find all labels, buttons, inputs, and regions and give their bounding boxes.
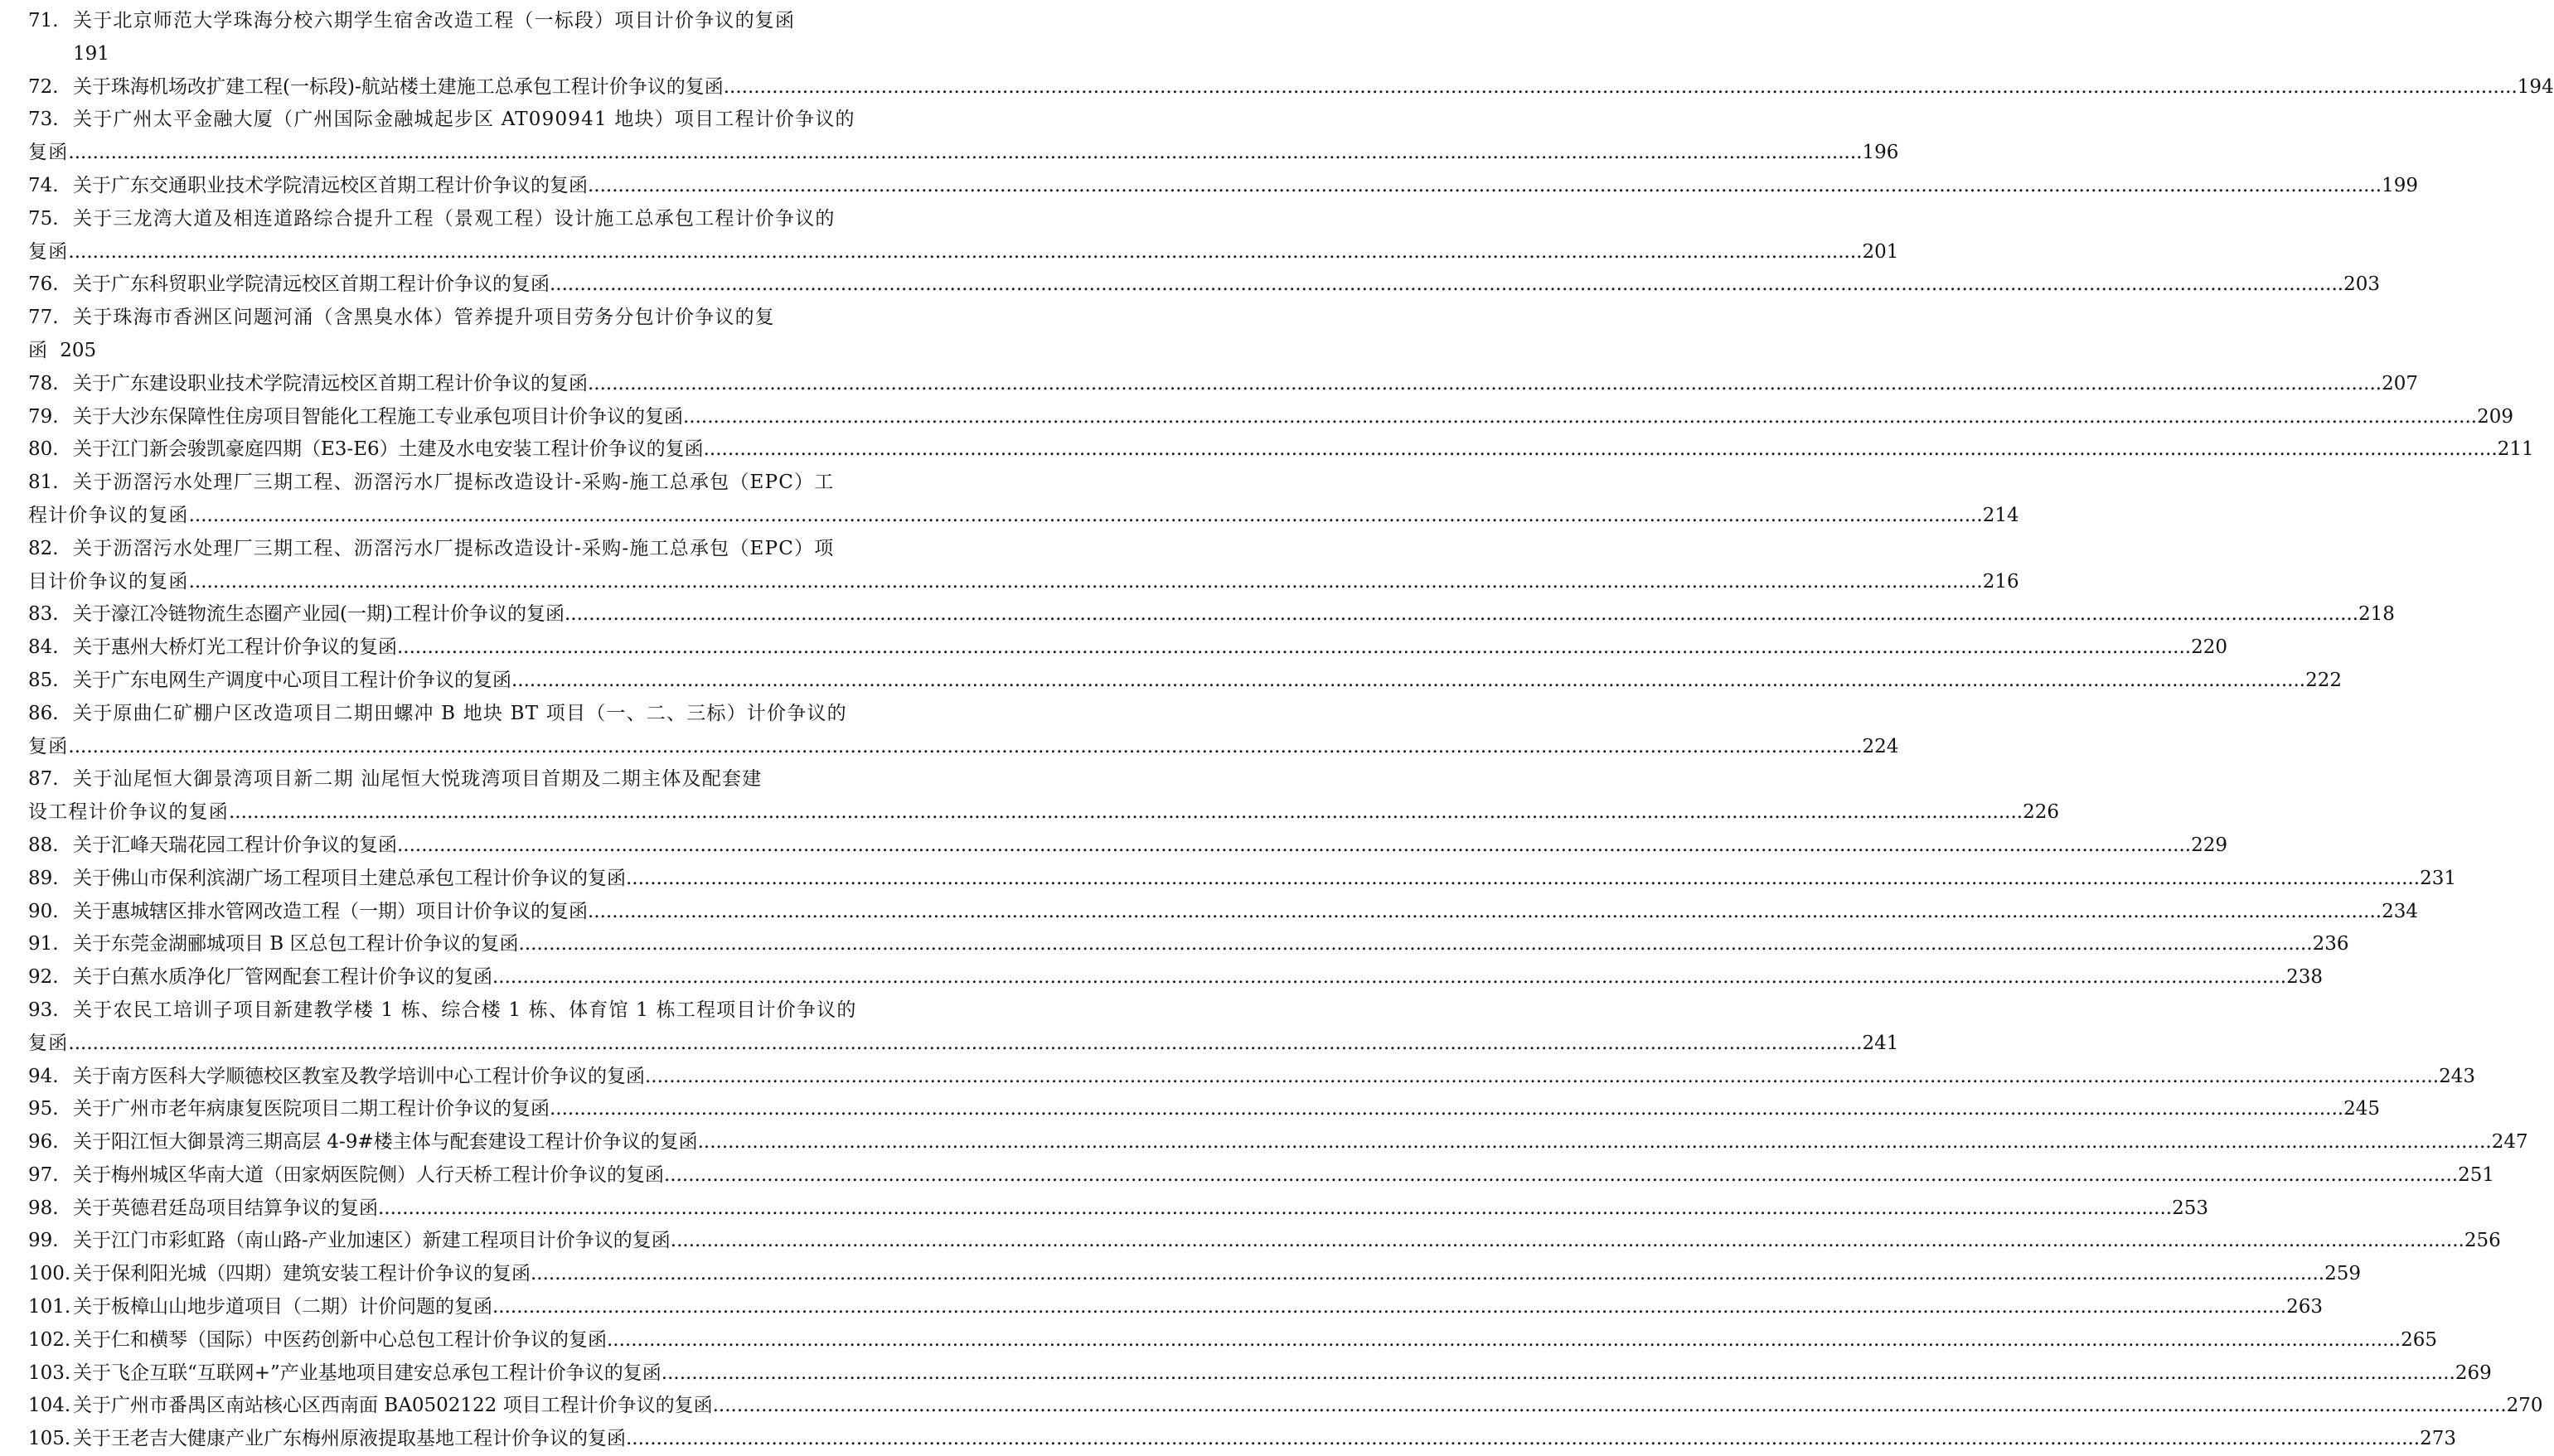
toc-page-number: 241 <box>1862 1032 1899 1054</box>
toc-entry-line <box>28 1061 2475 1094</box>
toc-entry-number: 72. <box>28 75 59 98</box>
toc-entry-number: 83. <box>28 603 59 626</box>
toc-leader-dots <box>68 137 1862 170</box>
toc-entry-title-text: 关于珠海机场改扩建工程(一标段)-航站楼土建施工总承包工程计价争议的复函 <box>73 75 724 98</box>
toc-entry-title-text: 关于东莞金湖郦城项目 B 区总包工程计价争议的复函 <box>73 933 519 955</box>
toc-entry-title <box>28 5 795 38</box>
toc-entry-title <box>28 203 836 236</box>
toc-entry-title <box>28 1291 492 1324</box>
toc-page-number: 201 <box>1862 240 1899 263</box>
toc-entry-line <box>28 665 2342 698</box>
toc-leader-dots <box>519 928 2313 961</box>
toc-entry[interactable] <box>28 104 1899 170</box>
toc-entry[interactable] <box>28 896 2418 929</box>
toc-entry-title-text: 复函 <box>28 1032 69 1054</box>
toc-entry-title-text: 程计价争议的复函 <box>28 504 189 526</box>
toc-entry-title-text: 关于英德君廷岛项目结算争议的复函 <box>73 1197 378 1219</box>
toc-entry-number: 96. <box>28 1131 59 1154</box>
toc-entry[interactable] <box>28 71 2554 104</box>
toc-entry-title-text: 关于惠州大桥灯光工程计价争议的复函 <box>73 636 397 659</box>
toc-entry-line <box>28 268 2380 302</box>
toc-entry-title-text: 关于江门新会骏凯豪庭四期（E3-E6）土建及水电安装工程计价争议的复函 <box>73 438 704 461</box>
toc-entry[interactable] <box>28 5 900 71</box>
toc-entry-title <box>28 1258 531 1291</box>
toc-leader-dots <box>378 1192 2172 1226</box>
toc-page-number: 269 <box>2455 1362 2492 1384</box>
toc-entry[interactable] <box>28 763 2059 830</box>
toc-entry-number: 88. <box>28 834 59 856</box>
toc-entry-number: 105. <box>28 1428 71 1450</box>
toc-entry-number: 94. <box>28 1065 59 1087</box>
toc-entry-title <box>28 896 588 929</box>
toc-entry-title <box>28 598 565 631</box>
toc-entry-title <box>28 71 724 104</box>
toc-entry-number: 93. <box>28 999 59 1021</box>
toc-entry[interactable] <box>28 368 2418 401</box>
toc-entry-title-text: 关于南方医科大学顺德校区教室及教学培训中心工程计价争议的复函 <box>73 1065 645 1087</box>
toc-entry-line <box>28 863 2456 896</box>
toc-page-number: 214 <box>1982 504 2019 526</box>
toc-entry-title-text: 关于佛山市保利滨湖广场工程项目土建总承包工程计价争议的复函 <box>73 867 626 889</box>
toc-entry-line <box>28 1423 2456 1456</box>
toc-leader-dots <box>662 1357 2455 1391</box>
toc-entry[interactable] <box>28 665 2342 698</box>
toc-entry-number: 98. <box>28 1197 59 1219</box>
toc-entry[interactable] <box>28 1192 2208 1226</box>
toc-entry[interactable] <box>28 268 2380 302</box>
toc-entry-line <box>28 1225 2501 1258</box>
toc-entry[interactable] <box>28 1324 2437 1357</box>
toc-entry[interactable] <box>28 203 1899 269</box>
toc-entry-title-text: 关于广东科贸职业学院清远校区首期工程计价争议的复函 <box>73 273 550 296</box>
toc-entry-title <box>28 1423 626 1456</box>
toc-page-number: 222 <box>2305 669 2342 691</box>
toc-page-number: 211 <box>2497 438 2534 461</box>
toc-entry-title-text: 关于沥滘污水处理厂三期工程、沥滘污水厂提标改造设计-采购-施工总承包（EPC）工 <box>73 472 835 494</box>
toc-entry-line <box>28 1324 2437 1357</box>
toc-page-number: 263 <box>2286 1296 2323 1318</box>
toc-entry-title-text: 关于原曲仁矿棚户区改造项目二期田螺冲 B 地块 BT 项目（一、二、三标）计价争议的 <box>73 702 847 724</box>
toc-entry-line <box>28 830 2227 863</box>
toc-entry-title-text: 关于阳江恒大御景湾三期高层 4-9#楼主体与配套建设工程计价争议的复函 <box>73 1131 698 1154</box>
toc-entry-number: 89. <box>28 867 59 889</box>
toc-leader-dots <box>626 863 2420 896</box>
toc-entry[interactable] <box>28 1258 2361 1291</box>
toc-entry-title <box>28 830 397 863</box>
toc-entry-continuation <box>28 566 2019 599</box>
toc-entry-line <box>28 433 2534 467</box>
toc-entry-line <box>28 1126 2528 1159</box>
toc-entry[interactable] <box>28 1390 2543 1423</box>
toc-leader-dots <box>671 1225 2464 1258</box>
toc-entry-title-text: 关于板樟山山地步道项目（二期）计价问题的复函 <box>73 1296 492 1318</box>
toc-page-number: 236 <box>2312 933 2349 955</box>
toc-entry-continuation <box>28 796 2059 830</box>
toc-entry-number: 102. <box>28 1328 71 1351</box>
toc-entry-line <box>28 1258 2361 1291</box>
toc-leader-dots <box>588 896 2382 929</box>
toc-entry-line <box>28 896 2418 929</box>
toc-entry-line <box>28 1159 2494 1192</box>
toc-entry[interactable] <box>28 863 2456 896</box>
toc-page-number: 256 <box>2464 1230 2501 1252</box>
toc-entry-title-text: 关于广州市老年病康复医院项目二期工程计价争议的复函 <box>73 1098 550 1120</box>
toc-entry-number: 77. <box>28 307 59 329</box>
toc-page-number: 245 <box>2343 1098 2380 1120</box>
toc-leader-dots <box>704 433 2498 467</box>
toc-entry-line <box>28 631 2227 665</box>
toc-entry-number: 90. <box>28 900 59 922</box>
toc-entry-number: 92. <box>28 966 59 989</box>
toc-leader-dots <box>189 566 1983 599</box>
toc-entry-number: 78. <box>28 372 59 394</box>
toc-leader-dots <box>645 1061 2439 1094</box>
toc-leader-dots <box>68 236 1862 269</box>
toc-entry-title <box>28 1324 607 1357</box>
toc-leader-dots <box>713 1390 2507 1423</box>
toc-entry-number: 101. <box>28 1296 71 1318</box>
toc-entry-number: 81. <box>28 472 59 494</box>
toc-entry[interactable] <box>28 961 2323 994</box>
toc-page-number: 194 <box>2517 75 2554 98</box>
toc-entry[interactable] <box>28 598 2395 631</box>
toc-entry-line <box>28 401 2513 434</box>
toc-entry-number: 104. <box>28 1395 71 1417</box>
toc-page-number: 229 <box>2191 834 2227 856</box>
toc-leader-dots <box>531 1258 2324 1291</box>
table-of-contents <box>28 5 2554 1456</box>
toc-entry-line <box>28 1357 2492 1391</box>
toc-page-number: 207 <box>2382 372 2418 394</box>
toc-entry[interactable] <box>28 467 2019 533</box>
toc-page-number: 216 <box>1982 570 2019 593</box>
toc-leader-dots <box>664 1159 2458 1192</box>
toc-entry-title <box>28 533 834 566</box>
toc-entry-title <box>28 268 550 302</box>
toc-leader-dots <box>607 1324 2401 1357</box>
toc-entry-title <box>28 994 857 1028</box>
toc-entry[interactable] <box>28 433 2534 467</box>
toc-entry-continuation <box>28 236 1899 269</box>
toc-entry-title-text: 关于惠城辖区排水管网改造工程（一期）项目计价争议的复函 <box>73 900 588 922</box>
toc-leader-dots <box>550 1093 2343 1126</box>
toc-leader-dots <box>565 598 2358 631</box>
toc-entry[interactable] <box>28 1061 2475 1094</box>
toc-page-number: 199 <box>2382 174 2418 196</box>
toc-page-number: 220 <box>2191 636 2227 659</box>
toc-leader-dots <box>68 731 1862 764</box>
toc-entry-line <box>28 1390 2543 1423</box>
toc-entry-line <box>28 203 900 236</box>
toc-leader-dots <box>397 830 2191 863</box>
toc-entry-line <box>28 533 900 566</box>
toc-page-number: 203 <box>2343 273 2380 296</box>
toc-entry-title <box>28 631 397 665</box>
toc-entry-title <box>28 665 511 698</box>
toc-entry-title <box>28 1126 698 1159</box>
toc-entry-title-text: 关于保利阳光城（四期）建筑安装工程计价争议的复函 <box>73 1263 531 1285</box>
toc-entry-number: 84. <box>28 636 59 659</box>
toc-leader-dots <box>626 1423 2420 1456</box>
toc-entry-title <box>28 170 588 203</box>
toc-entry-title <box>28 368 588 401</box>
toc-entry[interactable] <box>28 302 900 368</box>
toc-entry-title <box>28 1225 671 1258</box>
toc-page-number: 238 <box>2286 966 2323 989</box>
toc-entry-title-text: 关于沥滘污水处理厂三期工程、沥滘污水厂提标改造设计-采购-施工总承包（EPC）项 <box>73 537 835 559</box>
toc-entry-title-text: 关于广州市番禺区南站核心区西南面 BA0502122 项目工程计价争议的复函 <box>73 1395 713 1417</box>
toc-entry[interactable] <box>28 1225 2501 1258</box>
toc-entry-title <box>28 1093 550 1126</box>
toc-entry[interactable] <box>28 830 2227 863</box>
toc-leader-dots <box>68 1028 1862 1061</box>
toc-entry[interactable] <box>28 928 2349 961</box>
toc-page-number: 205 <box>60 339 97 361</box>
toc-entry-title <box>28 1061 645 1094</box>
toc-entry[interactable] <box>28 1126 2528 1159</box>
toc-entry-continuation <box>28 38 900 71</box>
toc-entry-continuation <box>28 335 900 368</box>
toc-entry-line <box>28 1192 2208 1226</box>
toc-entry-title-text: 关于白蕉水质净化厂管网配套工程计价争议的复函 <box>73 966 492 989</box>
toc-entry-title-text: 关于汕尾恒大御景湾项目新二期 汕尾恒大悦珑湾项目首期及二期主体及配套建 <box>73 768 763 791</box>
toc-entry-title <box>28 104 855 137</box>
toc-entry-line <box>28 368 2418 401</box>
toc-entry-title-text: 复函 <box>28 142 69 164</box>
toc-leader-dots <box>724 71 2518 104</box>
toc-entry-line <box>28 598 2395 631</box>
toc-entry-title <box>28 763 762 796</box>
toc-entry-title-text: 关于三龙湾大道及相连道路综合提升工程（景观工程）设计施工总承包工程计价争议的 <box>73 207 836 230</box>
toc-entry-line <box>28 71 2554 104</box>
toc-entry-title-text: 关于广州太平金融大厦（广州国际金融城起步区 AT090941 地块）项目工程计价争议的 <box>73 109 855 131</box>
toc-entry-title-text: 关于农民工培训子项目新建教学楼 1 栋、综合楼 1 栋、体育馆 1 栋工程项目计价争议的 <box>73 999 857 1021</box>
toc-entry-title-text: 关于广东电网生产调度中心项目工程计价争议的复函 <box>73 669 511 691</box>
toc-entry-title-text: 复函 <box>28 240 69 263</box>
toc-entry-continuation <box>28 731 1899 764</box>
toc-entry[interactable] <box>28 631 2227 665</box>
toc-entry-title-text: 关于珠海市香洲区问题河涌（含黑臭水体）管养提升项目劳务分包计价争议的复 <box>73 307 775 329</box>
toc-entry-title-text: 关于广东建设职业技术学院清远校区首期工程计价争议的复函 <box>73 372 588 394</box>
toc-entry[interactable] <box>28 170 2418 203</box>
toc-leader-dots <box>550 268 2343 302</box>
toc-entry-number: 71. <box>28 10 59 31</box>
toc-leader-dots <box>588 368 2382 401</box>
toc-leader-dots <box>492 961 2286 994</box>
toc-entry-title-text: 关于汇峰天瑞花园工程计价争议的复函 <box>73 834 397 856</box>
toc-entry-title-text: 关于大沙东保障性住房项目智能化工程施工专业承包项目计价争议的复函 <box>73 405 683 428</box>
toc-entry-title-text: 关于仁和横琴（国际）中医药创新中心总包工程计价争议的复函 <box>73 1328 607 1351</box>
toc-entry-number: 74. <box>28 174 59 196</box>
toc-entry-number: 100. <box>28 1263 71 1285</box>
toc-entry-title <box>28 863 626 896</box>
toc-page-number: 273 <box>2420 1428 2456 1450</box>
toc-entry-number: 97. <box>28 1163 59 1186</box>
toc-entry-title-text: 关于王老吉大健康产业广东梅州原液提取基地工程计价争议的复函 <box>73 1428 626 1450</box>
toc-entry-title <box>28 961 492 994</box>
toc-entry-number: 76. <box>28 273 59 296</box>
toc-entry[interactable] <box>28 1291 2323 1324</box>
toc-leader-dots <box>511 665 2305 698</box>
toc-page-number: 265 <box>2401 1328 2437 1351</box>
toc-page-number: 243 <box>2439 1065 2475 1087</box>
toc-leader-dots <box>229 796 2023 830</box>
toc-entry-number: 75. <box>28 207 59 230</box>
toc-entry-line <box>28 961 2323 994</box>
toc-entry-number: 73. <box>28 109 59 131</box>
toc-entry[interactable] <box>28 1423 2456 1456</box>
toc-entry-title-text: 关于飞企互联“互联网+”产业基地项目建安总承包工程计价争议的复函 <box>73 1362 662 1384</box>
toc-leader-dots <box>698 1126 2492 1159</box>
toc-leader-dots <box>397 631 2191 665</box>
toc-entry-line <box>28 698 900 731</box>
toc-entry-continuation <box>28 137 1899 170</box>
toc-entry-number: 85. <box>28 669 59 691</box>
toc-page-number: 259 <box>2324 1263 2361 1285</box>
toc-entry-number: 91. <box>28 933 59 955</box>
toc-entry-title <box>28 401 683 434</box>
toc-entry-number: 103. <box>28 1362 71 1384</box>
toc-entry-title-text: 关于梅州城区华南大道（田家炳医院侧）人行天桥工程计价争议的复函 <box>73 1163 664 1186</box>
toc-entry-continuation <box>28 1028 1899 1061</box>
toc-entry-number: 82. <box>28 537 59 559</box>
toc-page-number: 196 <box>1862 142 1899 164</box>
toc-entry[interactable] <box>28 994 1899 1061</box>
toc-entry-title <box>28 302 775 335</box>
toc-entry-title-text: 函 <box>28 339 49 361</box>
toc-entry-line <box>28 302 900 335</box>
toc-entry-title-text: 设工程计价争议的复函 <box>28 801 229 824</box>
toc-entry[interactable] <box>28 533 2019 599</box>
toc-entry-line <box>28 170 2418 203</box>
toc-leader-dots <box>492 1291 2286 1324</box>
toc-entry-number: 87. <box>28 768 59 791</box>
toc-entry-title <box>28 1390 713 1423</box>
toc-entry[interactable] <box>28 401 2513 434</box>
toc-page-number: 251 <box>2458 1163 2494 1186</box>
toc-entry-number: 86. <box>28 702 59 724</box>
toc-entry-number: 80. <box>28 438 59 461</box>
toc-entry-title <box>28 698 847 731</box>
toc-leader-dots <box>683 401 2477 434</box>
toc-entry-line <box>28 1291 2323 1324</box>
toc-entry-line <box>28 467 900 500</box>
toc-entry-title <box>28 467 834 500</box>
toc-entry[interactable] <box>28 1159 2494 1192</box>
toc-entry-title-text: 关于濠江冷链物流生态圈产业园(一期)工程计价争议的复函 <box>73 603 565 626</box>
toc-entry-title-text: 复函 <box>28 735 69 757</box>
toc-page-number: 270 <box>2506 1395 2543 1417</box>
toc-entry-title <box>28 1159 664 1192</box>
toc-entry[interactable] <box>28 1093 2380 1126</box>
toc-entry-title-text: 目计价争议的复函 <box>28 570 189 593</box>
toc-entry-title-text: 关于北京师范大学珠海分校六期学生宿舍改造工程（一标段）项目计价争议的复函 <box>73 10 796 31</box>
toc-entry-line <box>28 5 900 38</box>
toc-entry[interactable] <box>28 1357 2492 1391</box>
toc-entry-line <box>28 994 900 1028</box>
toc-entry-title <box>28 1192 378 1226</box>
toc-entry-number: 99. <box>28 1230 59 1252</box>
toc-entry-line <box>28 928 2349 961</box>
toc-page-number: 191 <box>73 42 109 65</box>
toc-page-number: 234 <box>2382 900 2418 922</box>
toc-page-number: 218 <box>2358 603 2395 626</box>
toc-page-number: 209 <box>2477 405 2513 428</box>
toc-entry[interactable] <box>28 698 1899 764</box>
toc-entry-title <box>28 928 519 961</box>
toc-page-number: 224 <box>1862 735 1899 757</box>
toc-entry-line <box>28 763 900 796</box>
toc-leader-dots <box>189 500 1983 533</box>
toc-entry-title <box>28 1357 662 1391</box>
toc-entry-title-text: 关于江门市彩虹路（南山路-产业加速区）新建工程项目计价争议的复函 <box>73 1230 671 1252</box>
toc-page-number: 253 <box>2172 1197 2208 1219</box>
toc-page-number: 247 <box>2491 1131 2528 1154</box>
toc-leader-dots <box>588 170 2382 203</box>
toc-page-number: 226 <box>2023 801 2059 824</box>
toc-entry-number: 79. <box>28 405 59 428</box>
toc-entry-title <box>28 433 704 467</box>
toc-entry-number: 95. <box>28 1098 59 1120</box>
toc-entry-title-text: 关于广东交通职业技术学院清远校区首期工程计价争议的复函 <box>73 174 588 196</box>
toc-entry-line <box>28 104 900 137</box>
toc-entry-continuation <box>28 500 2019 533</box>
toc-entry-line <box>28 1093 2380 1126</box>
toc-page-number: 231 <box>2420 867 2456 889</box>
